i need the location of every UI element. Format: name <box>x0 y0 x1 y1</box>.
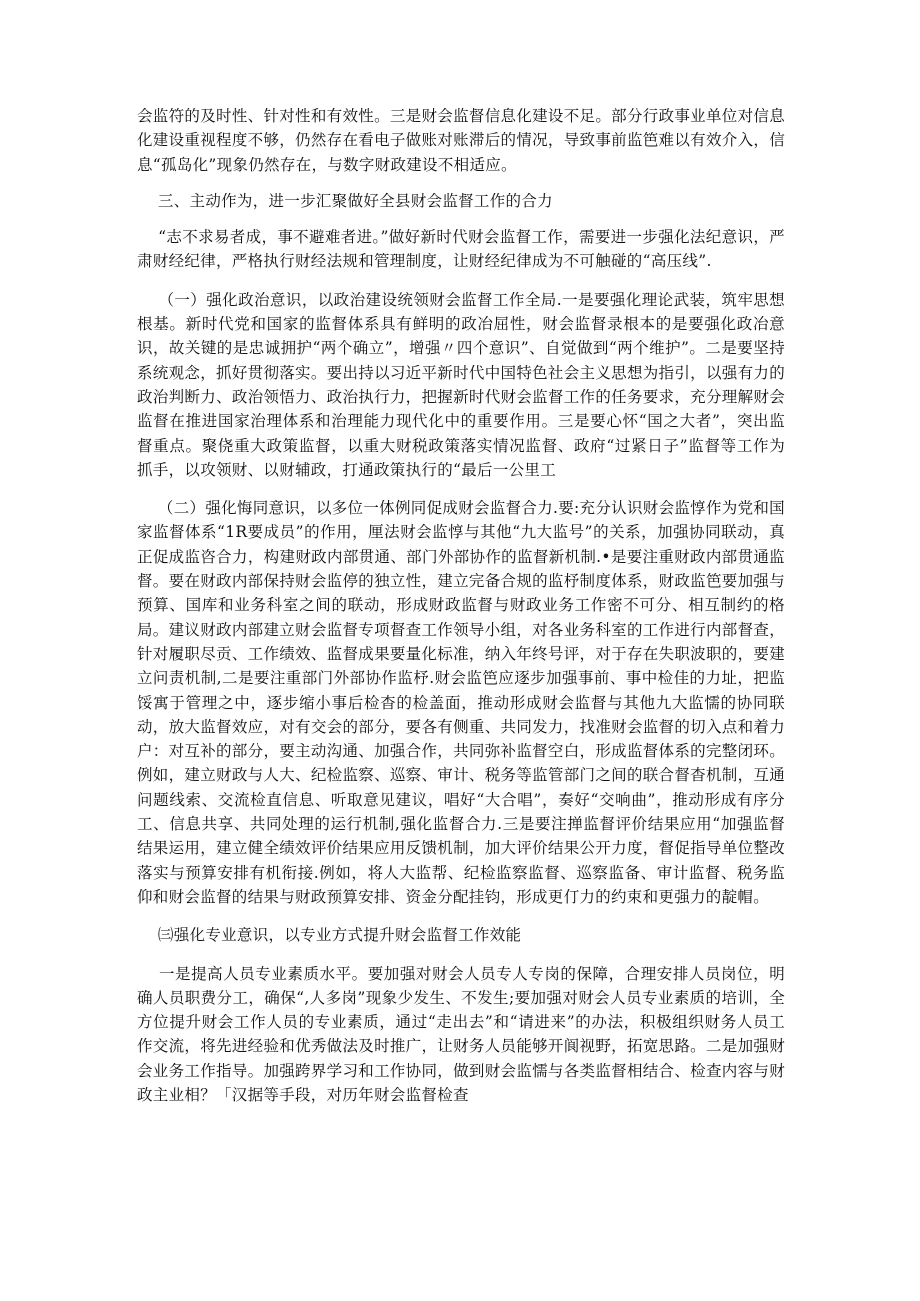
paragraph-subsection-three: 一是提高人员专业素质水平。要加强对财会人员专人专岗的保障，合理安排人员岗位，明确人员职费分工，确保“,人多岗”现象少发生、不发生;要加强对财会人员专业素质的培训，全方位提升财会工作人员的专业素质，通过“走出去”和“请进来”的办法，积极组织财务人员工作交流，将先进经验和优秀做法及时推广，让财务人员能够开阆视野，拓宽思路。二是加强财会业务工作指导。加强跨界学习和工作协同，做到财会监懦与各类监督相结合、检查内容与财政主业相？「汉据等手段，对历年财会监督检查 <box>137 964 785 1104</box>
paragraph-intro-continuation: 会监符的及时性、针对性和有效性。三是财会监督信息化建设不足。部分行政事业单位对信息化建设重视程度不够，仍然存在看电子做账对账滞后的情况，导致事前监笆难以有效介入，信息“孤岛化”现象仍然存在，与数字财政建设不相适应。 <box>137 107 785 174</box>
paragraph-subsection-one: （一）强化政治意识，以政治建设统领财会监督工作全局.一是要强化理论武装，筑牢思想根基。新时代党和国家的监督体系具有鲜明的政冶屈性，财会监督录根本的是要强化政冶意识，故关键的是忠诚拥护“两个确立”，增强〃四个意识”、自觉做到“两个维护”。二是要坚持系统观念，抓好贯彻落实。要出持以习近平新时代中国特色社会主义思想为指引，以强有力的政治判断力、政治领悟力、政治执行力，把握新时代财会监督工作的任务要求，充分理解财会监督在推进国家治理体系和治理能力现代化中的重要作用。三是要心怀“国之大者”，突出监督重点。聚侥重大政策监督，以重大财税政策落实情况监督、政府“过紧日子”监督等工作为抓手，以攻领财、以财辅政，打通政策执行的“最后一公里工 <box>137 290 785 479</box>
section-heading-three: 三、主动作为，进一步汇聚做好全县财会监督工作的合力 <box>137 191 553 210</box>
paragraph-quote: “志不求易者成，事不避难者进。”做好新时代财会监督工作，需要进一步强化法纪意识，严肃财经纪律，严格执行财经法规和管理制度，让财经纪律成为不可触碰的“高压线”. <box>137 228 785 271</box>
document-page <box>137 104 785 1107</box>
subsection-heading-three: ㈢强化专业意识，以专业方式提升财会监督工作效能 <box>137 926 522 945</box>
paragraph-subsection-two: （二）强化悔同意识，以多位一体例同促成财会监督合力.要:充分认识财会监惇作为党和国家监督体系“1R要成员”的作用，厘法财会监惇与其他“九大监号”的关系，加强协同联动，真正促成监咨合力，构建财政内部贯通、部门外部协作的监督新机制.•是要注重财政内部贯通监督。要在财政内部保持财会监停的独立性，建立完备合规的监杼制度体系，财政监笆要加强与预算、国库和业务科室之间的联动，形成财政监督与财政业务工作密不可分、相互制约的格局。建议财政内部建立财会监督专项督查工作领导小组，对各业务科室的工作进行内部督查，针对履职尽贡、工作绩效、监督成果要量化标准，纳入年终号评，对于存在失职波职的，要建立问责机制,二是要注重部门外部协作监杼.财会监笆应逐步加强事前、事中检佳的力址，把监馁寓于管理之中，逐步缩小事后检杳的检盖面，推动形成财会监督与其他九大监懦的协同联动，放大监督效应，对有交会的部分，要各有侧重、共同发力，找准财会监督的切入点和着力户：对互补的部分，要主动沟通、加强合作，共同弥补监督空白，形成监督体系的完整闭环。例如，建立财政与人大、纪检监察、巡察、审计、税务等监管部门之间的联合督杳机制，互通问题线索、交流检直信息、听取意见建议，唱好“大合唱”，奏好“交响曲”，推动形成有序分工、信息共享、共同处理的运行机制,强化监督合力.三是要注掸监督评价结果应用“加强监督结果运用，建立健全绩效评价结果应用反馈机制，加大评价结果公开力度，督促指导单位整改落实与预算安排有机衔接.例如，将人大监帮、纪检监察监督、巡察监备、审计监督、税务监仰和财会监督的结果与财政预算安排、资金分配挂钧，形成更仃力的约束和更强力的靛帽。 <box>137 499 785 906</box>
